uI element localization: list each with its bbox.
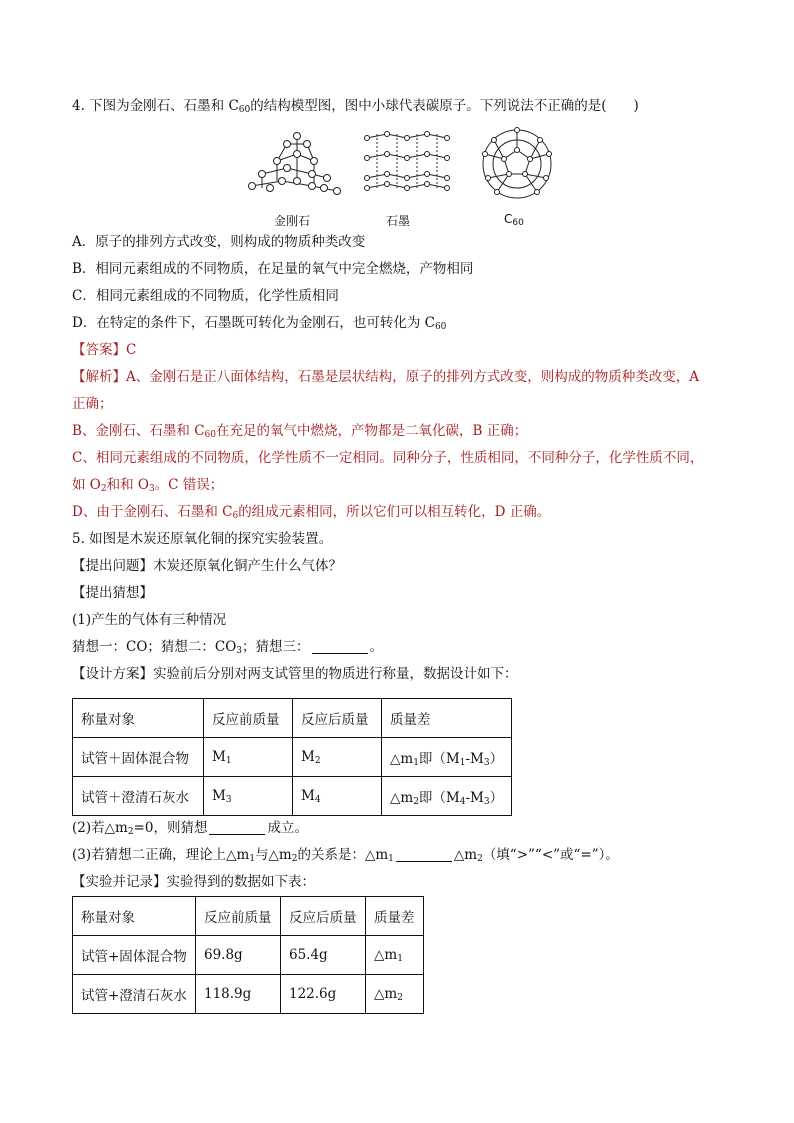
- answer-blank[interactable]: [396, 847, 452, 862]
- q5-record: 【实验并记录】实验得到的数据如下表：: [72, 874, 315, 890]
- table-header-cell: 反应前质量: [196, 897, 281, 936]
- q4-option-d: [72, 313, 446, 333]
- subscript: 1: [413, 758, 419, 768]
- cell-text: -M: [465, 790, 484, 806]
- subscript: 2: [413, 797, 419, 807]
- cell-text: -M: [465, 751, 484, 767]
- subscript: 2: [100, 484, 107, 494]
- table-row: [73, 777, 512, 816]
- table-header-row: [73, 699, 512, 738]
- cell-text: M: [301, 749, 315, 765]
- caption-c60-text: C: [504, 212, 513, 226]
- carbon-structures-figure: [242, 126, 622, 231]
- table-cell: 122.6g: [281, 975, 366, 1014]
- table-cell: 69.8g: [196, 936, 281, 975]
- subscript: 4: [459, 797, 466, 807]
- subscript: 1: [459, 758, 466, 768]
- analysis-text: 和和 O: [106, 477, 149, 493]
- cell-text: △m: [390, 751, 414, 767]
- subscript: 2: [477, 854, 483, 864]
- q5-question-2: [72, 818, 308, 838]
- table-header-cell: 质量差: [366, 897, 424, 936]
- table-cell: [204, 738, 293, 777]
- table-cell: [293, 777, 382, 816]
- caption-c60: [504, 212, 524, 226]
- q5-hypothesis-title: 【提出猜想】: [72, 585, 153, 601]
- cell-text: 即（M: [418, 790, 460, 806]
- question-text: (3)若猜想二正确，理论上△m: [72, 847, 250, 863]
- caption-diamond: 金刚石: [274, 214, 311, 228]
- cell-text: △m: [374, 947, 398, 963]
- table-cell: 试管＋固体混合物: [73, 738, 204, 777]
- table-cell: [382, 738, 512, 777]
- q4-analysis-4: [72, 502, 550, 522]
- carbon-structures-svg: [242, 126, 622, 216]
- analysis-text: 在充足的氧气中燃烧，产物都是二氧化碳，B 正确；: [216, 423, 528, 439]
- q4-option-b: B．相同元素组成的不同物质，在足量的氧气中完全燃烧，产物相同: [72, 261, 474, 277]
- answer-value: C: [126, 342, 137, 358]
- answer-label: 【答案】: [72, 342, 126, 358]
- cell-text: M: [212, 749, 226, 765]
- subscript: 2: [127, 827, 134, 837]
- q4-option-d-text: D．在特定的条件下，石墨既可转化为金刚石，也可转化为 C: [72, 315, 435, 331]
- cell-text: M: [212, 788, 226, 804]
- question-text: 成立。: [267, 820, 308, 836]
- q4-analysis-3: C、相同元素组成的不同物质，化学性质不一定相同。同种分子，性质相同，不同种分子，化学性质不同，: [72, 450, 704, 466]
- cell-text: △m: [390, 790, 414, 806]
- table-row: [73, 738, 512, 777]
- table-header-cell: 质量差: [382, 699, 512, 738]
- q4-analysis-1b: 正确；: [72, 396, 113, 412]
- question-text: (2)若△m: [72, 820, 128, 836]
- table-row: [73, 936, 424, 975]
- table-cell: 118.9g: [196, 975, 281, 1014]
- c60-model: [483, 128, 552, 199]
- q4-analysis-3b: [72, 475, 223, 495]
- graphite-model: [365, 132, 450, 191]
- question-text: 与△m: [255, 847, 292, 863]
- table-cell: [204, 777, 293, 816]
- table-cell: 试管+澄清石灰水: [73, 975, 196, 1014]
- subscript: 3: [148, 484, 155, 494]
- subscript: 1: [397, 954, 403, 964]
- analysis-text: 如 O: [72, 477, 101, 493]
- cell-text: M: [301, 788, 315, 804]
- subscript: 3: [225, 795, 232, 805]
- q4-stem-text: 的结构模型图，图中小球代表碳原子。下列说法不正确的是( ): [250, 98, 639, 114]
- table-header-cell: 反应前质量: [204, 699, 293, 738]
- subscript: 3: [236, 646, 243, 656]
- hypothesis-text: 。: [369, 639, 384, 655]
- table-header-cell: 称量对象: [73, 897, 196, 936]
- subscript: 1: [249, 854, 256, 864]
- answer-blank[interactable]: [312, 639, 368, 654]
- table-cell: 试管+固体混合物: [73, 936, 196, 975]
- table-cell: [382, 777, 512, 816]
- table-header-cell: 反应后质量: [293, 699, 382, 738]
- table-header-cell: 反应后质量: [281, 897, 366, 936]
- q5-question-3: [72, 845, 619, 865]
- analysis-label: 【解析】: [72, 369, 126, 385]
- question-text: （填“>”“<”或“=”）。: [482, 847, 619, 863]
- q4-option-a: A．原子的排列方式改变，则构成的物质种类改变: [72, 234, 366, 250]
- question-text: =0，则猜想: [133, 820, 208, 836]
- analysis-text: D、由于金刚石、石墨和 C: [72, 504, 233, 520]
- subscript: 3: [483, 758, 490, 768]
- table-header-row: [73, 897, 424, 936]
- subscript: 2: [314, 756, 321, 766]
- analysis-text: B、金刚石、石墨和 C: [72, 423, 205, 439]
- subscript: 2: [397, 993, 403, 1003]
- cell-text: ）: [489, 790, 504, 806]
- q5-design: 【设计方案】实验前后分别对两支试管里的物质进行称量，数据设计如下：: [72, 666, 518, 682]
- subscript: 2: [291, 854, 298, 864]
- q4-analysis-1: [72, 367, 699, 387]
- design-table: [72, 698, 512, 816]
- cell-text: △m: [374, 986, 398, 1002]
- table-cell: 试管＋澄清石灰水: [73, 777, 204, 816]
- subscript: 4: [314, 795, 321, 805]
- subscript: 1: [225, 756, 232, 766]
- table-row: [73, 975, 424, 1014]
- caption-graphite: 石墨: [386, 214, 411, 228]
- q4-answer: [72, 340, 136, 360]
- subscript: 1: [388, 854, 394, 864]
- hypothesis-text: 猜想一：CO；猜想二：CO: [72, 639, 237, 655]
- q5-hypothesis-2: [72, 637, 383, 657]
- hypothesis-text: ；猜想三：: [242, 639, 310, 655]
- question-text: 的关系是：△m: [297, 847, 389, 863]
- subscript: 60: [434, 322, 447, 332]
- question-text: △m: [453, 847, 478, 863]
- table-cell: 65.4g: [281, 936, 366, 975]
- table-cell: [366, 936, 424, 975]
- subscript: 60: [238, 105, 251, 115]
- analysis-text: 的组成元素相同，所以它们可以相互转化，D 正确。: [238, 504, 551, 520]
- subscript: 60: [512, 218, 524, 228]
- subscript: 60: [204, 430, 216, 440]
- diamond-model: [249, 133, 341, 195]
- q5-hypothesis-1: (1)产生的气体有三种情况: [72, 612, 227, 628]
- q5-stem: 5. 如图是木炭还原氧化铜的探究实验装置。: [72, 531, 333, 547]
- subscript: 6: [232, 511, 239, 521]
- answer-blank[interactable]: [209, 820, 265, 835]
- analysis-text: A、金刚石是正八面体结构，石墨是层状结构，原子的排列方式改变，则构成的物质种类改变，A: [126, 369, 699, 385]
- record-table: [72, 896, 424, 1014]
- cell-text: 即（M: [418, 751, 460, 767]
- q4-option-c: C．相同元素组成的不同物质，化学性质相同: [72, 288, 339, 304]
- analysis-text: 。C 错误；: [154, 477, 224, 493]
- table-cell: [366, 975, 424, 1014]
- cell-text: ）: [489, 751, 504, 767]
- table-header-cell: 称量对象: [73, 699, 204, 738]
- q5-problem: 【提出问题】木炭还原氧化铜产生什么气体？: [72, 558, 342, 574]
- q4-stem-text: 4. 下图为金刚石、石墨和 C: [72, 98, 239, 114]
- table-cell: [293, 738, 382, 777]
- q4-analysis-2: [72, 421, 527, 441]
- subscript: 3: [483, 797, 490, 807]
- q4-stem: [72, 96, 639, 116]
